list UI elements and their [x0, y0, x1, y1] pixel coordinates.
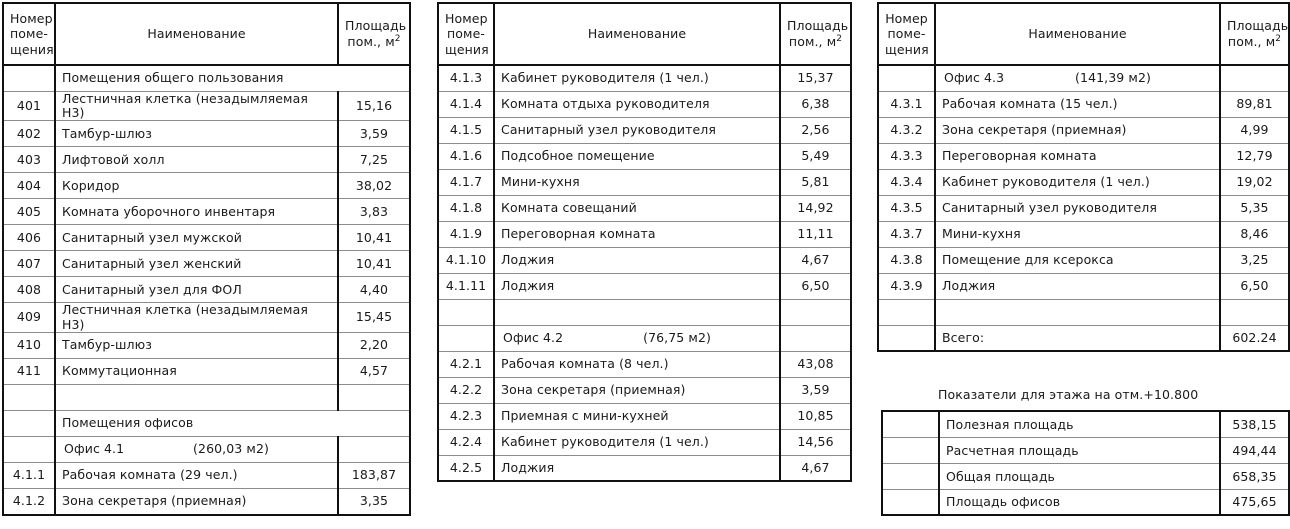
room-number-cell: 4.2.5	[438, 455, 494, 481]
room-name-cell: Переговорная комната	[935, 143, 1220, 169]
room-area-cell: 12,79	[1220, 143, 1289, 169]
room-number-cell: 401	[3, 91, 55, 121]
room-name-cell: Лоджия	[494, 455, 780, 481]
summary-caption: Показатели для этажа на отм.+10.800	[938, 387, 1199, 402]
room-table	[877, 2, 1290, 352]
header-room-number-line3: щения	[10, 41, 54, 57]
table-row	[878, 221, 1289, 247]
header-room-area	[1220, 3, 1289, 65]
room-area-cell: 183,87	[338, 463, 410, 489]
room-number-cell	[3, 437, 55, 463]
table-body	[438, 65, 851, 481]
room-area-cell: 4,67	[780, 455, 851, 481]
room-area-cell: 38,02	[338, 173, 410, 199]
office-total-area: (260,03 м2)	[193, 441, 269, 457]
header-room-number-line3: щения	[445, 41, 489, 57]
summary-row	[882, 437, 1289, 463]
table-row	[438, 65, 851, 91]
room-name-cell: Комната совещаний	[494, 195, 780, 221]
summary-label-cell: Общая площадь	[939, 463, 1220, 489]
room-area-cell: 19,02	[1220, 169, 1289, 195]
section-row	[3, 65, 410, 91]
header-room-number	[3, 3, 55, 65]
table-row	[3, 303, 410, 333]
header-room-area-line1: Площадь	[345, 18, 407, 34]
room-number-cell: 411	[3, 359, 55, 385]
room-area-cell: 8,46	[1220, 221, 1289, 247]
room-area-cell	[1220, 65, 1289, 91]
room-name-cell: Комната уборочного инвентаря	[55, 199, 338, 225]
room-name-cell: Лоджия	[494, 247, 780, 273]
table-row	[438, 221, 851, 247]
room-name-cell: Приемная с мини-кухней	[494, 403, 780, 429]
office-group-row	[878, 65, 1289, 91]
summary-label-cell: Полезная площадь	[939, 411, 1220, 437]
room-number-cell: 4.1.3	[438, 65, 494, 91]
table-row	[878, 273, 1289, 299]
header-room-area-line2: пом., $м^2$	[1227, 33, 1282, 50]
room-name-cell: Кабинет руководителя (1 чел.)	[494, 65, 780, 91]
table-row	[3, 225, 410, 251]
header-room-name: Наименование	[55, 3, 338, 65]
office-name: Офис 4.2	[503, 329, 564, 345]
room-area-cell: 5,49	[780, 143, 851, 169]
room-table	[2, 2, 411, 516]
room-area-cell: 4,99	[1220, 117, 1289, 143]
room-number-cell: 4.3.9	[878, 273, 935, 299]
total-row	[878, 325, 1289, 351]
header-room-number	[878, 3, 935, 65]
room-number-cell: 4.1.8	[438, 195, 494, 221]
room-name-cell: Лестничная клетка (незадымляемая Н3)	[55, 303, 338, 333]
room-area-cell: 10,41	[338, 225, 410, 251]
room-name-cell: Лестничная клетка (незадымляемая Н3)	[55, 91, 338, 121]
room-number-cell	[878, 299, 935, 325]
room-number-cell: 4.2.2	[438, 377, 494, 403]
room-area-cell: 14,92	[780, 195, 851, 221]
room-name-cell: Коридор	[55, 173, 338, 199]
room-area-cell: 6,50	[1220, 273, 1289, 299]
header-room-area	[338, 3, 410, 65]
table-row	[3, 199, 410, 225]
room-number-cell: 4.1.7	[438, 169, 494, 195]
summary-table-body	[882, 411, 1289, 515]
room-area-cell: 15,16	[338, 91, 410, 121]
room-schedule-table-right	[877, 2, 1288, 352]
room-area-cell: 2,20	[338, 333, 410, 359]
room-name-cell: Мини-кухня	[935, 221, 1220, 247]
summary-label-cell: Расчетная площадь	[939, 437, 1220, 463]
room-name-cell: Зона секретаря (приемная)	[494, 377, 780, 403]
table-row	[878, 169, 1289, 195]
summary-value-cell: 475,65	[1220, 489, 1289, 515]
room-name-cell: Лоджия	[935, 273, 1220, 299]
room-number-cell: 406	[3, 225, 55, 251]
room-name-cell: Санитарный узел руководителя	[935, 195, 1220, 221]
room-area-cell: 11,11	[780, 221, 851, 247]
room-area-cell: 4,40	[338, 277, 410, 303]
header-room-name: Наименование	[494, 3, 780, 65]
room-name-cell: Лоджия	[494, 273, 780, 299]
office-name: Офис 4.1	[64, 441, 125, 457]
summary-label-cell: Площадь офисов	[939, 489, 1220, 515]
table-row	[3, 333, 410, 359]
section-title: Помещения общего пользования	[55, 65, 410, 91]
room-number-cell: 408	[3, 277, 55, 303]
room-name-cell: Рабочая комната (8 чел.)	[494, 351, 780, 377]
room-number-cell: 409	[3, 303, 55, 333]
header-room-area-line2: пом., $м^2$	[347, 33, 401, 50]
room-area-cell: 6,38	[780, 91, 851, 117]
room-area-cell: 10,41	[338, 251, 410, 277]
table-row	[438, 351, 851, 377]
table-row	[3, 251, 410, 277]
room-area-cell: 4,57	[338, 359, 410, 385]
room-schedule-table-middle	[437, 2, 850, 482]
header-room-number-line3: щения	[885, 41, 929, 57]
room-name-cell: Рабочая комната (15 чел.)	[935, 91, 1220, 117]
room-area-cell: 15,37	[780, 65, 851, 91]
room-area-cell: 5,81	[780, 169, 851, 195]
room-number-cell: 4.1.5	[438, 117, 494, 143]
summary-table	[881, 410, 1290, 516]
office-group-row	[3, 437, 410, 463]
room-area-cell	[338, 437, 410, 463]
room-name-cell	[494, 299, 780, 325]
room-area-cell: 5,35	[1220, 195, 1289, 221]
floor-indicators-table	[881, 410, 1288, 516]
summary-index-cell	[882, 489, 939, 515]
room-name-cell: Тамбур-шлюз	[55, 333, 338, 359]
room-name-cell: Тамбур-шлюз	[55, 121, 338, 147]
empty-row	[3, 385, 410, 411]
room-area-cell: 2,56	[780, 117, 851, 143]
summary-index-cell	[882, 463, 939, 489]
room-area-cell: 43,08	[780, 351, 851, 377]
room-number-cell: 403	[3, 147, 55, 173]
office-name: Офис 4.3	[944, 70, 1005, 86]
table-header	[878, 3, 1289, 65]
room-number-cell: 4.3.1	[878, 91, 935, 117]
room-number-cell	[878, 325, 935, 351]
room-number-cell	[438, 325, 494, 351]
room-name-cell: Комната отдыха руководителя	[494, 91, 780, 117]
room-area-cell: 89,81	[1220, 91, 1289, 117]
room-name-cell: Санитарный узел женский	[55, 251, 338, 277]
office-group-row	[438, 325, 851, 351]
room-area-cell	[780, 325, 851, 351]
room-number-cell: 4.1.11	[438, 273, 494, 299]
table-row	[3, 121, 410, 147]
summary-value-cell: 538,15	[1220, 411, 1289, 437]
room-name-cell: Переговорная комната	[494, 221, 780, 247]
room-number-cell: 4.3.2	[878, 117, 935, 143]
room-area-cell: 15,45	[338, 303, 410, 333]
room-table	[437, 2, 852, 482]
table-row	[3, 277, 410, 303]
room-name-cell: Коммутационная	[55, 359, 338, 385]
header-area-superscript: 2	[836, 33, 843, 44]
table-row	[438, 195, 851, 221]
summary-row	[882, 463, 1289, 489]
summary-index-cell	[882, 437, 939, 463]
office-group-label	[494, 325, 780, 351]
header-room-area-line1: Площадь	[1227, 18, 1289, 34]
room-number-cell: 404	[3, 173, 55, 199]
table-row	[3, 173, 410, 199]
room-number-cell: 4.1.4	[438, 91, 494, 117]
header-area-superscript: 2	[394, 33, 401, 44]
office-group-label	[935, 65, 1220, 91]
room-number-cell: 4.3.5	[878, 195, 935, 221]
summary-index-cell	[882, 411, 939, 437]
table-row	[438, 247, 851, 273]
header-row	[878, 3, 1289, 65]
table-row	[438, 273, 851, 299]
summary-value-cell: 658,35	[1220, 463, 1289, 489]
table-row	[878, 247, 1289, 273]
table-body	[3, 65, 410, 515]
room-number-cell: 4.1.6	[438, 143, 494, 169]
room-number-cell	[3, 65, 55, 91]
table-row	[3, 489, 410, 515]
room-name-cell: Санитарный узел мужской	[55, 225, 338, 251]
header-area-superscript: 2	[1275, 33, 1282, 44]
room-number-cell	[878, 65, 935, 91]
room-name-cell: Кабинет руководителя (1 чел.)	[935, 169, 1220, 195]
office-total-area: (141,39 м2)	[1075, 70, 1151, 86]
room-number-cell: 4.1.10	[438, 247, 494, 273]
room-area-cell	[338, 385, 410, 411]
table-body	[878, 65, 1289, 351]
room-name-cell: Мини-кухня	[494, 169, 780, 195]
room-number-cell: 4.3.3	[878, 143, 935, 169]
table-row	[3, 463, 410, 489]
header-room-number-line1: Номер	[445, 10, 488, 26]
summary-row	[882, 489, 1289, 515]
table-header	[438, 3, 851, 65]
table-row	[438, 403, 851, 429]
room-number-cell: 407	[3, 251, 55, 277]
room-area-cell	[780, 299, 851, 325]
room-name-cell	[55, 385, 338, 411]
office-group-label	[55, 437, 338, 463]
table-row	[438, 429, 851, 455]
room-name-cell: Кабинет руководителя (1 чел.)	[494, 429, 780, 455]
room-number-cell: 4.1.9	[438, 221, 494, 247]
room-name-cell	[935, 299, 1220, 325]
room-area-cell: 10,85	[780, 403, 851, 429]
room-number-cell: 4.3.4	[878, 169, 935, 195]
header-room-area-line2: пом., $м^2$	[788, 33, 843, 50]
table-row	[438, 91, 851, 117]
section-row	[3, 411, 410, 437]
section-title: Помещения офисов	[55, 411, 410, 437]
header-room-number-line2: поме-	[10, 26, 48, 42]
room-area-cell: 3,83	[338, 199, 410, 225]
room-number-cell: 4.3.7	[878, 221, 935, 247]
header-room-number-line2: поме-	[447, 26, 485, 42]
header-row	[3, 3, 410, 65]
room-name-cell: Подсобное помещение	[494, 143, 780, 169]
table-row	[878, 195, 1289, 221]
room-number-cell	[3, 411, 55, 437]
room-name-cell: Зона секретаря (приемная)	[55, 489, 338, 515]
room-area-cell: 4,67	[780, 247, 851, 273]
table-row	[878, 143, 1289, 169]
room-number-cell: 4.1.1	[3, 463, 55, 489]
header-room-number-line2: поме-	[887, 26, 926, 42]
room-name-cell: Помещение для ксерокса	[935, 247, 1220, 273]
header-room-number	[438, 3, 494, 65]
header-room-number-line1: Номер	[885, 10, 928, 26]
room-number-cell: 4.2.1	[438, 351, 494, 377]
table-row	[878, 117, 1289, 143]
header-row	[438, 3, 851, 65]
room-area-cell: 3,35	[338, 489, 410, 515]
room-area-cell: 14,56	[780, 429, 851, 455]
room-area-cell: 7,25	[338, 147, 410, 173]
table-row	[438, 377, 851, 403]
total-area-value: 602.24	[1220, 325, 1289, 351]
table-row	[878, 91, 1289, 117]
table-row	[3, 359, 410, 385]
total-label: Всего:	[935, 325, 1220, 351]
room-number-cell: 4.2.4	[438, 429, 494, 455]
room-number-cell	[3, 385, 55, 411]
room-area-cell: 6,50	[780, 273, 851, 299]
table-row	[3, 147, 410, 173]
room-area-cell	[1220, 299, 1289, 325]
room-number-cell: 4.2.3	[438, 403, 494, 429]
room-schedule-table-left	[2, 2, 409, 516]
room-number-cell: 4.3.8	[878, 247, 935, 273]
office-total-area: (76,75 м2)	[643, 329, 711, 345]
table-row	[438, 143, 851, 169]
room-number-cell	[438, 299, 494, 325]
room-name-cell: Зона секретаря (приемная)	[935, 117, 1220, 143]
room-number-cell: 410	[3, 333, 55, 359]
empty-row	[438, 299, 851, 325]
room-number-cell: 4.1.2	[3, 489, 55, 515]
room-name-cell: Санитарный узел для ФОЛ	[55, 277, 338, 303]
room-name-cell: Санитарный узел руководителя	[494, 117, 780, 143]
table-row	[3, 91, 410, 121]
summary-value-cell: 494,44	[1220, 437, 1289, 463]
empty-row	[878, 299, 1289, 325]
table-header	[3, 3, 410, 65]
room-area-cell: 3,59	[338, 121, 410, 147]
table-row	[438, 169, 851, 195]
table-row	[438, 117, 851, 143]
table-row	[438, 455, 851, 481]
room-number-cell: 405	[3, 199, 55, 225]
header-room-number-line1: Номер	[10, 10, 53, 26]
room-name-cell: Рабочая комната (29 чел.)	[55, 463, 338, 489]
room-area-cell: 3,59	[780, 377, 851, 403]
header-room-area	[780, 3, 851, 65]
room-name-cell: Лифтовой холл	[55, 147, 338, 173]
room-number-cell: 402	[3, 121, 55, 147]
room-area-cell: 3,25	[1220, 247, 1289, 273]
header-room-name: Наименование	[935, 3, 1220, 65]
header-room-area-line1: Площадь	[787, 18, 849, 34]
summary-row	[882, 411, 1289, 437]
